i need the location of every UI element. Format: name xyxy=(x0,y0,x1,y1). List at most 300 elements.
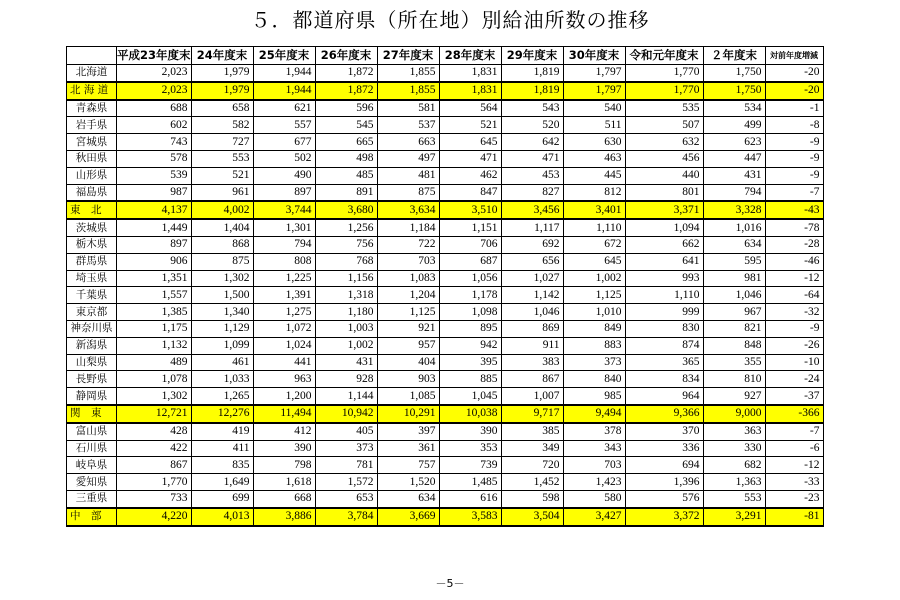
table-cell: 1,110 xyxy=(625,287,703,304)
table-cell: 545 xyxy=(315,117,377,134)
table-cell: 616 xyxy=(439,490,501,507)
table-cell: 365 xyxy=(625,354,703,371)
table-cell: 422 xyxy=(117,440,192,457)
table-cell: 645 xyxy=(439,134,501,151)
table-cell: 781 xyxy=(315,457,377,474)
table-cell: 692 xyxy=(501,236,563,253)
table-cell: 665 xyxy=(315,134,377,151)
table-cell: 397 xyxy=(377,423,439,440)
table-cell: 390 xyxy=(253,440,315,457)
table-row xyxy=(67,474,824,491)
table-cell: 1,557 xyxy=(117,287,192,304)
table-cell: 553 xyxy=(191,150,253,167)
table-cell: 411 xyxy=(191,440,253,457)
table-cell: 849 xyxy=(563,320,625,337)
column-header: 30年度末 xyxy=(563,47,625,65)
table-cell: 1,200 xyxy=(253,388,315,405)
table-cell: 564 xyxy=(439,100,501,117)
table-cell: 4,013 xyxy=(191,508,253,526)
table-cell: 336 xyxy=(625,440,703,457)
table-cell: 906 xyxy=(117,253,192,270)
table-cell: -6 xyxy=(765,440,823,457)
table-cell: -78 xyxy=(765,219,823,236)
table-cell: 821 xyxy=(703,320,765,337)
table-cell: 489 xyxy=(117,354,192,371)
table-cell: 1,385 xyxy=(117,304,192,321)
column-header: 24年度末 xyxy=(191,47,253,65)
table-cell: 957 xyxy=(377,337,439,354)
table-cell: 1,180 xyxy=(315,304,377,321)
table-cell: 694 xyxy=(625,457,703,474)
table-cell: 1,156 xyxy=(315,270,377,287)
table-cell: 12,721 xyxy=(117,405,192,423)
table-row xyxy=(67,371,824,388)
table-cell: 1,098 xyxy=(439,304,501,321)
prefecture-name: 愛知県 xyxy=(67,474,117,491)
table-cell: -46 xyxy=(765,253,823,270)
table-cell: 897 xyxy=(117,236,192,253)
table-cell: 1,770 xyxy=(625,65,703,82)
table-row xyxy=(67,167,824,184)
table-cell: 668 xyxy=(253,490,315,507)
table-cell: 4,137 xyxy=(117,201,192,219)
table-cell: 720 xyxy=(501,457,563,474)
region-total-row xyxy=(67,508,824,526)
table-cell: 830 xyxy=(625,320,703,337)
table-cell: 502 xyxy=(253,150,315,167)
table-cell: 810 xyxy=(703,371,765,388)
table-header-row xyxy=(67,47,824,65)
table-cell: -37 xyxy=(765,388,823,405)
table-cell: 598 xyxy=(501,490,563,507)
table-cell: 1,085 xyxy=(377,388,439,405)
table-cell: 405 xyxy=(315,423,377,440)
prefecture-name: 北海道 xyxy=(67,65,117,82)
table-cell: 12,276 xyxy=(191,405,253,423)
table-cell: 497 xyxy=(377,150,439,167)
table-cell: 471 xyxy=(439,150,501,167)
table-row xyxy=(67,490,824,507)
table-cell: 1,125 xyxy=(563,287,625,304)
table-cell: 653 xyxy=(315,490,377,507)
table-cell: 1,046 xyxy=(703,287,765,304)
table-cell: 537 xyxy=(377,117,439,134)
prefecture-name: 長野県 xyxy=(67,371,117,388)
table-cell: 9,000 xyxy=(703,405,765,423)
table-cell: 361 xyxy=(377,440,439,457)
table-cell: 1,129 xyxy=(191,320,253,337)
table-cell: 875 xyxy=(191,253,253,270)
table-cell: 395 xyxy=(439,354,501,371)
table-cell: 699 xyxy=(191,490,253,507)
table-cell: 812 xyxy=(563,184,625,201)
prefecture-name: 茨城県 xyxy=(67,219,117,236)
table-cell: 1,002 xyxy=(315,337,377,354)
table-cell: 3,669 xyxy=(377,508,439,526)
table-cell: 539 xyxy=(117,167,192,184)
table-cell: 1,819 xyxy=(501,65,563,82)
table-cell: 1,318 xyxy=(315,287,377,304)
table-cell: -9 xyxy=(765,150,823,167)
table-cell: 453 xyxy=(501,167,563,184)
table-cell: 330 xyxy=(703,440,765,457)
table-cell: 1,797 xyxy=(563,82,625,100)
table-cell: 431 xyxy=(315,354,377,371)
table-cell: 1,016 xyxy=(703,219,765,236)
table-cell: 1,132 xyxy=(117,337,192,354)
table-cell: 798 xyxy=(253,457,315,474)
table-cell: 658 xyxy=(191,100,253,117)
table-cell: 1,024 xyxy=(253,337,315,354)
table-row xyxy=(67,388,824,405)
table-row xyxy=(67,287,824,304)
prefecture-name: 神奈川県 xyxy=(67,320,117,337)
table-cell: 9,494 xyxy=(563,405,625,423)
table-cell: 3,680 xyxy=(315,201,377,219)
table-cell: 3,371 xyxy=(625,201,703,219)
table-cell: 993 xyxy=(625,270,703,287)
header-corner xyxy=(67,47,117,65)
table-cell: 580 xyxy=(563,490,625,507)
table-cell: 1,302 xyxy=(117,388,192,405)
table-cell: 557 xyxy=(253,117,315,134)
table-cell: -12 xyxy=(765,457,823,474)
table-cell: -20 xyxy=(765,82,823,100)
table-cell: -24 xyxy=(765,371,823,388)
table-cell: 1,797 xyxy=(563,65,625,82)
table-cell: 1,175 xyxy=(117,320,192,337)
table-cell: 645 xyxy=(563,253,625,270)
table-row xyxy=(67,184,824,201)
table-cell: 498 xyxy=(315,150,377,167)
table-cell: -7 xyxy=(765,423,823,440)
table-cell: 373 xyxy=(563,354,625,371)
table-cell: 897 xyxy=(253,184,315,201)
table-cell: 1,178 xyxy=(439,287,501,304)
table-cell: 1,265 xyxy=(191,388,253,405)
table-cell: 1,872 xyxy=(315,82,377,100)
prefecture-name: 山梨県 xyxy=(67,354,117,371)
table-cell: -7 xyxy=(765,184,823,201)
table-cell: -9 xyxy=(765,320,823,337)
prefecture-name: 静岡県 xyxy=(67,388,117,405)
table-cell: 412 xyxy=(253,423,315,440)
table-cell: 722 xyxy=(377,236,439,253)
table-cell: 1,351 xyxy=(117,270,192,287)
table-cell: 942 xyxy=(439,337,501,354)
prefecture-name: 千葉県 xyxy=(67,287,117,304)
table-row xyxy=(67,270,824,287)
prefecture-name: 秋田県 xyxy=(67,150,117,167)
table-cell: 3,784 xyxy=(315,508,377,526)
table-cell: 687 xyxy=(439,253,501,270)
table-cell: 1,256 xyxy=(315,219,377,236)
table-cell: 1,125 xyxy=(377,304,439,321)
table-cell: 507 xyxy=(625,117,703,134)
table-row xyxy=(67,219,824,236)
table-cell: 447 xyxy=(703,150,765,167)
table-cell: 1,302 xyxy=(191,270,253,287)
table-cell: -26 xyxy=(765,337,823,354)
table-cell: 1,144 xyxy=(315,388,377,405)
table-cell: 985 xyxy=(563,388,625,405)
table-cell: 987 xyxy=(117,184,192,201)
table-cell: -9 xyxy=(765,167,823,184)
table-cell: 891 xyxy=(315,184,377,201)
table-cell: 663 xyxy=(377,134,439,151)
table-cell: 4,002 xyxy=(191,201,253,219)
prefecture-name: 宮城県 xyxy=(67,134,117,151)
table-cell: 582 xyxy=(191,117,253,134)
table-cell: 1,007 xyxy=(501,388,563,405)
table-cell: 1,831 xyxy=(439,65,501,82)
table-cell: 3,328 xyxy=(703,201,765,219)
page-title: ５．都道府県（所在地）別給油所数の推移 xyxy=(250,8,650,32)
table-cell: 885 xyxy=(439,371,501,388)
table-cell: 2,023 xyxy=(117,65,192,82)
prefecture-name: 岩手県 xyxy=(67,117,117,134)
table-cell: 911 xyxy=(501,337,563,354)
table-cell: -20 xyxy=(765,65,823,82)
table-cell: 928 xyxy=(315,371,377,388)
table-cell: 353 xyxy=(439,440,501,457)
table-cell: 463 xyxy=(563,150,625,167)
table-cell: 706 xyxy=(439,236,501,253)
table-cell: 1,045 xyxy=(439,388,501,405)
table-row xyxy=(67,457,824,474)
table-cell: 1,340 xyxy=(191,304,253,321)
table-cell: 521 xyxy=(439,117,501,134)
table-cell: 1,452 xyxy=(501,474,563,491)
table-cell: 1,520 xyxy=(377,474,439,491)
table-cell: 419 xyxy=(191,423,253,440)
column-header: 平成23年度末 xyxy=(117,47,192,65)
table-cell: 847 xyxy=(439,184,501,201)
table-cell: -12 xyxy=(765,270,823,287)
prefecture-name: 福島県 xyxy=(67,184,117,201)
table-cell: 1,423 xyxy=(563,474,625,491)
table-cell: 9,366 xyxy=(625,405,703,423)
table-cell: 1,363 xyxy=(703,474,765,491)
table-cell: 921 xyxy=(377,320,439,337)
prefecture-name: 石川県 xyxy=(67,440,117,457)
table-cell: 1,770 xyxy=(625,82,703,100)
table-cell: 3,886 xyxy=(253,508,315,526)
table-cell: 596 xyxy=(315,100,377,117)
prefecture-name: 北 海 道 xyxy=(67,82,117,100)
table-cell: 461 xyxy=(191,354,253,371)
table-cell: 827 xyxy=(501,184,563,201)
table-cell: 963 xyxy=(253,371,315,388)
table-cell: 462 xyxy=(439,167,501,184)
column-header: 25年度末 xyxy=(253,47,315,65)
table-cell: 1,404 xyxy=(191,219,253,236)
table-cell: 632 xyxy=(625,134,703,151)
table-cell: 3,634 xyxy=(377,201,439,219)
table-cell: 1,618 xyxy=(253,474,315,491)
table-cell: 672 xyxy=(563,236,625,253)
table-cell: 3,504 xyxy=(501,508,563,526)
table-cell: 739 xyxy=(439,457,501,474)
region-total-row xyxy=(67,82,824,100)
table-cell: 1,485 xyxy=(439,474,501,491)
region-total-row xyxy=(67,201,824,219)
table-row xyxy=(67,423,824,440)
table-row xyxy=(67,440,824,457)
table-cell: 703 xyxy=(563,457,625,474)
table-cell: 10,942 xyxy=(315,405,377,423)
table-cell: 1,979 xyxy=(191,65,253,82)
table-cell: -1 xyxy=(765,100,823,117)
table-cell: 733 xyxy=(117,490,192,507)
table-cell: 1,083 xyxy=(377,270,439,287)
table-cell: 999 xyxy=(625,304,703,321)
table-cell: 808 xyxy=(253,253,315,270)
table-cell: 768 xyxy=(315,253,377,270)
table-cell: 578 xyxy=(117,150,192,167)
table-row xyxy=(67,354,824,371)
table-cell: 2,023 xyxy=(117,82,192,100)
table-cell: 1,944 xyxy=(253,82,315,100)
column-header: 27年度末 xyxy=(377,47,439,65)
table-cell: 927 xyxy=(703,388,765,405)
table-cell: 1,649 xyxy=(191,474,253,491)
table-cell: 3,427 xyxy=(563,508,625,526)
table-cell: 373 xyxy=(315,440,377,457)
table-row xyxy=(67,253,824,270)
table-cell: 869 xyxy=(501,320,563,337)
table-cell: 621 xyxy=(253,100,315,117)
table-cell: 1,750 xyxy=(703,82,765,100)
column-header: 対前年度増減 xyxy=(765,47,823,65)
table-row xyxy=(67,337,824,354)
table-cell: 1,010 xyxy=(563,304,625,321)
table-cell: 835 xyxy=(191,457,253,474)
table-cell: 867 xyxy=(117,457,192,474)
table-cell: 634 xyxy=(703,236,765,253)
table-cell: -9 xyxy=(765,134,823,151)
table-cell: 1,301 xyxy=(253,219,315,236)
table-cell: 1,204 xyxy=(377,287,439,304)
table-cell: 363 xyxy=(703,423,765,440)
table-cell: 1,770 xyxy=(117,474,192,491)
table-cell: -366 xyxy=(765,405,823,423)
table-cell: 3,744 xyxy=(253,201,315,219)
table-cell: 1,831 xyxy=(439,82,501,100)
region-total-row xyxy=(67,405,824,423)
table-cell: 534 xyxy=(703,100,765,117)
table-row xyxy=(67,65,824,82)
table-cell: 1,142 xyxy=(501,287,563,304)
table-cell: 10,291 xyxy=(377,405,439,423)
table-cell: 378 xyxy=(563,423,625,440)
table-cell: -81 xyxy=(765,508,823,526)
table-row xyxy=(67,100,824,117)
table-cell: 511 xyxy=(563,117,625,134)
prefecture-name: 山形県 xyxy=(67,167,117,184)
table-cell: 471 xyxy=(501,150,563,167)
table-cell: -28 xyxy=(765,236,823,253)
table-cell: 630 xyxy=(563,134,625,151)
table-cell: 540 xyxy=(563,100,625,117)
table-cell: 355 xyxy=(703,354,765,371)
table-cell: -8 xyxy=(765,117,823,134)
column-header: ２年度末 xyxy=(703,47,765,65)
table-cell: 903 xyxy=(377,371,439,388)
table-cell: 1,819 xyxy=(501,82,563,100)
table-row xyxy=(67,134,824,151)
table-cell: 868 xyxy=(191,236,253,253)
table-cell: 1,855 xyxy=(377,82,439,100)
table-cell: 1,056 xyxy=(439,270,501,287)
table-row xyxy=(67,304,824,321)
table-cell: 481 xyxy=(377,167,439,184)
table-cell: 743 xyxy=(117,134,192,151)
table-cell: 553 xyxy=(703,490,765,507)
table-cell: 343 xyxy=(563,440,625,457)
prefecture-name: 栃木県 xyxy=(67,236,117,253)
prefecture-name: 東 北 xyxy=(67,201,117,219)
table-cell: 3,291 xyxy=(703,508,765,526)
table-cell: 642 xyxy=(501,134,563,151)
table-cell: 383 xyxy=(501,354,563,371)
table-cell: 867 xyxy=(501,371,563,388)
table-cell: 3,401 xyxy=(563,201,625,219)
table-cell: 602 xyxy=(117,117,192,134)
column-header: 26年度末 xyxy=(315,47,377,65)
table-cell: 490 xyxy=(253,167,315,184)
table-cell: -64 xyxy=(765,287,823,304)
table-cell: 875 xyxy=(377,184,439,201)
table-cell: 964 xyxy=(625,388,703,405)
table-cell: -10 xyxy=(765,354,823,371)
prefecture-name: 新潟県 xyxy=(67,337,117,354)
prefecture-name: 中 部 xyxy=(67,508,117,526)
table-cell: 1,872 xyxy=(315,65,377,82)
table-cell: 848 xyxy=(703,337,765,354)
table-cell: 834 xyxy=(625,371,703,388)
table-cell: 595 xyxy=(703,253,765,270)
table-cell: 1,225 xyxy=(253,270,315,287)
table-cell: 656 xyxy=(501,253,563,270)
table-cell: 677 xyxy=(253,134,315,151)
table-cell: 456 xyxy=(625,150,703,167)
table-cell: 520 xyxy=(501,117,563,134)
table-cell: 543 xyxy=(501,100,563,117)
table-cell: 967 xyxy=(703,304,765,321)
table-cell: 895 xyxy=(439,320,501,337)
table-cell: 385 xyxy=(501,423,563,440)
prefecture-name: 埼玉県 xyxy=(67,270,117,287)
column-header: 28年度末 xyxy=(439,47,501,65)
table-cell: 1,072 xyxy=(253,320,315,337)
table-cell: 9,717 xyxy=(501,405,563,423)
table-cell: 1,396 xyxy=(625,474,703,491)
table-cell: 1,033 xyxy=(191,371,253,388)
table-cell: 1,078 xyxy=(117,371,192,388)
table-cell: 662 xyxy=(625,236,703,253)
table-cell: 3,372 xyxy=(625,508,703,526)
table-cell: 1,027 xyxy=(501,270,563,287)
table-cell: 634 xyxy=(377,490,439,507)
table-cell: 349 xyxy=(501,440,563,457)
table-cell: 3,510 xyxy=(439,201,501,219)
table-cell: 499 xyxy=(703,117,765,134)
table-cell: 1,275 xyxy=(253,304,315,321)
table-cell: 1,099 xyxy=(191,337,253,354)
table-cell: 757 xyxy=(377,457,439,474)
table-cell: 874 xyxy=(625,337,703,354)
